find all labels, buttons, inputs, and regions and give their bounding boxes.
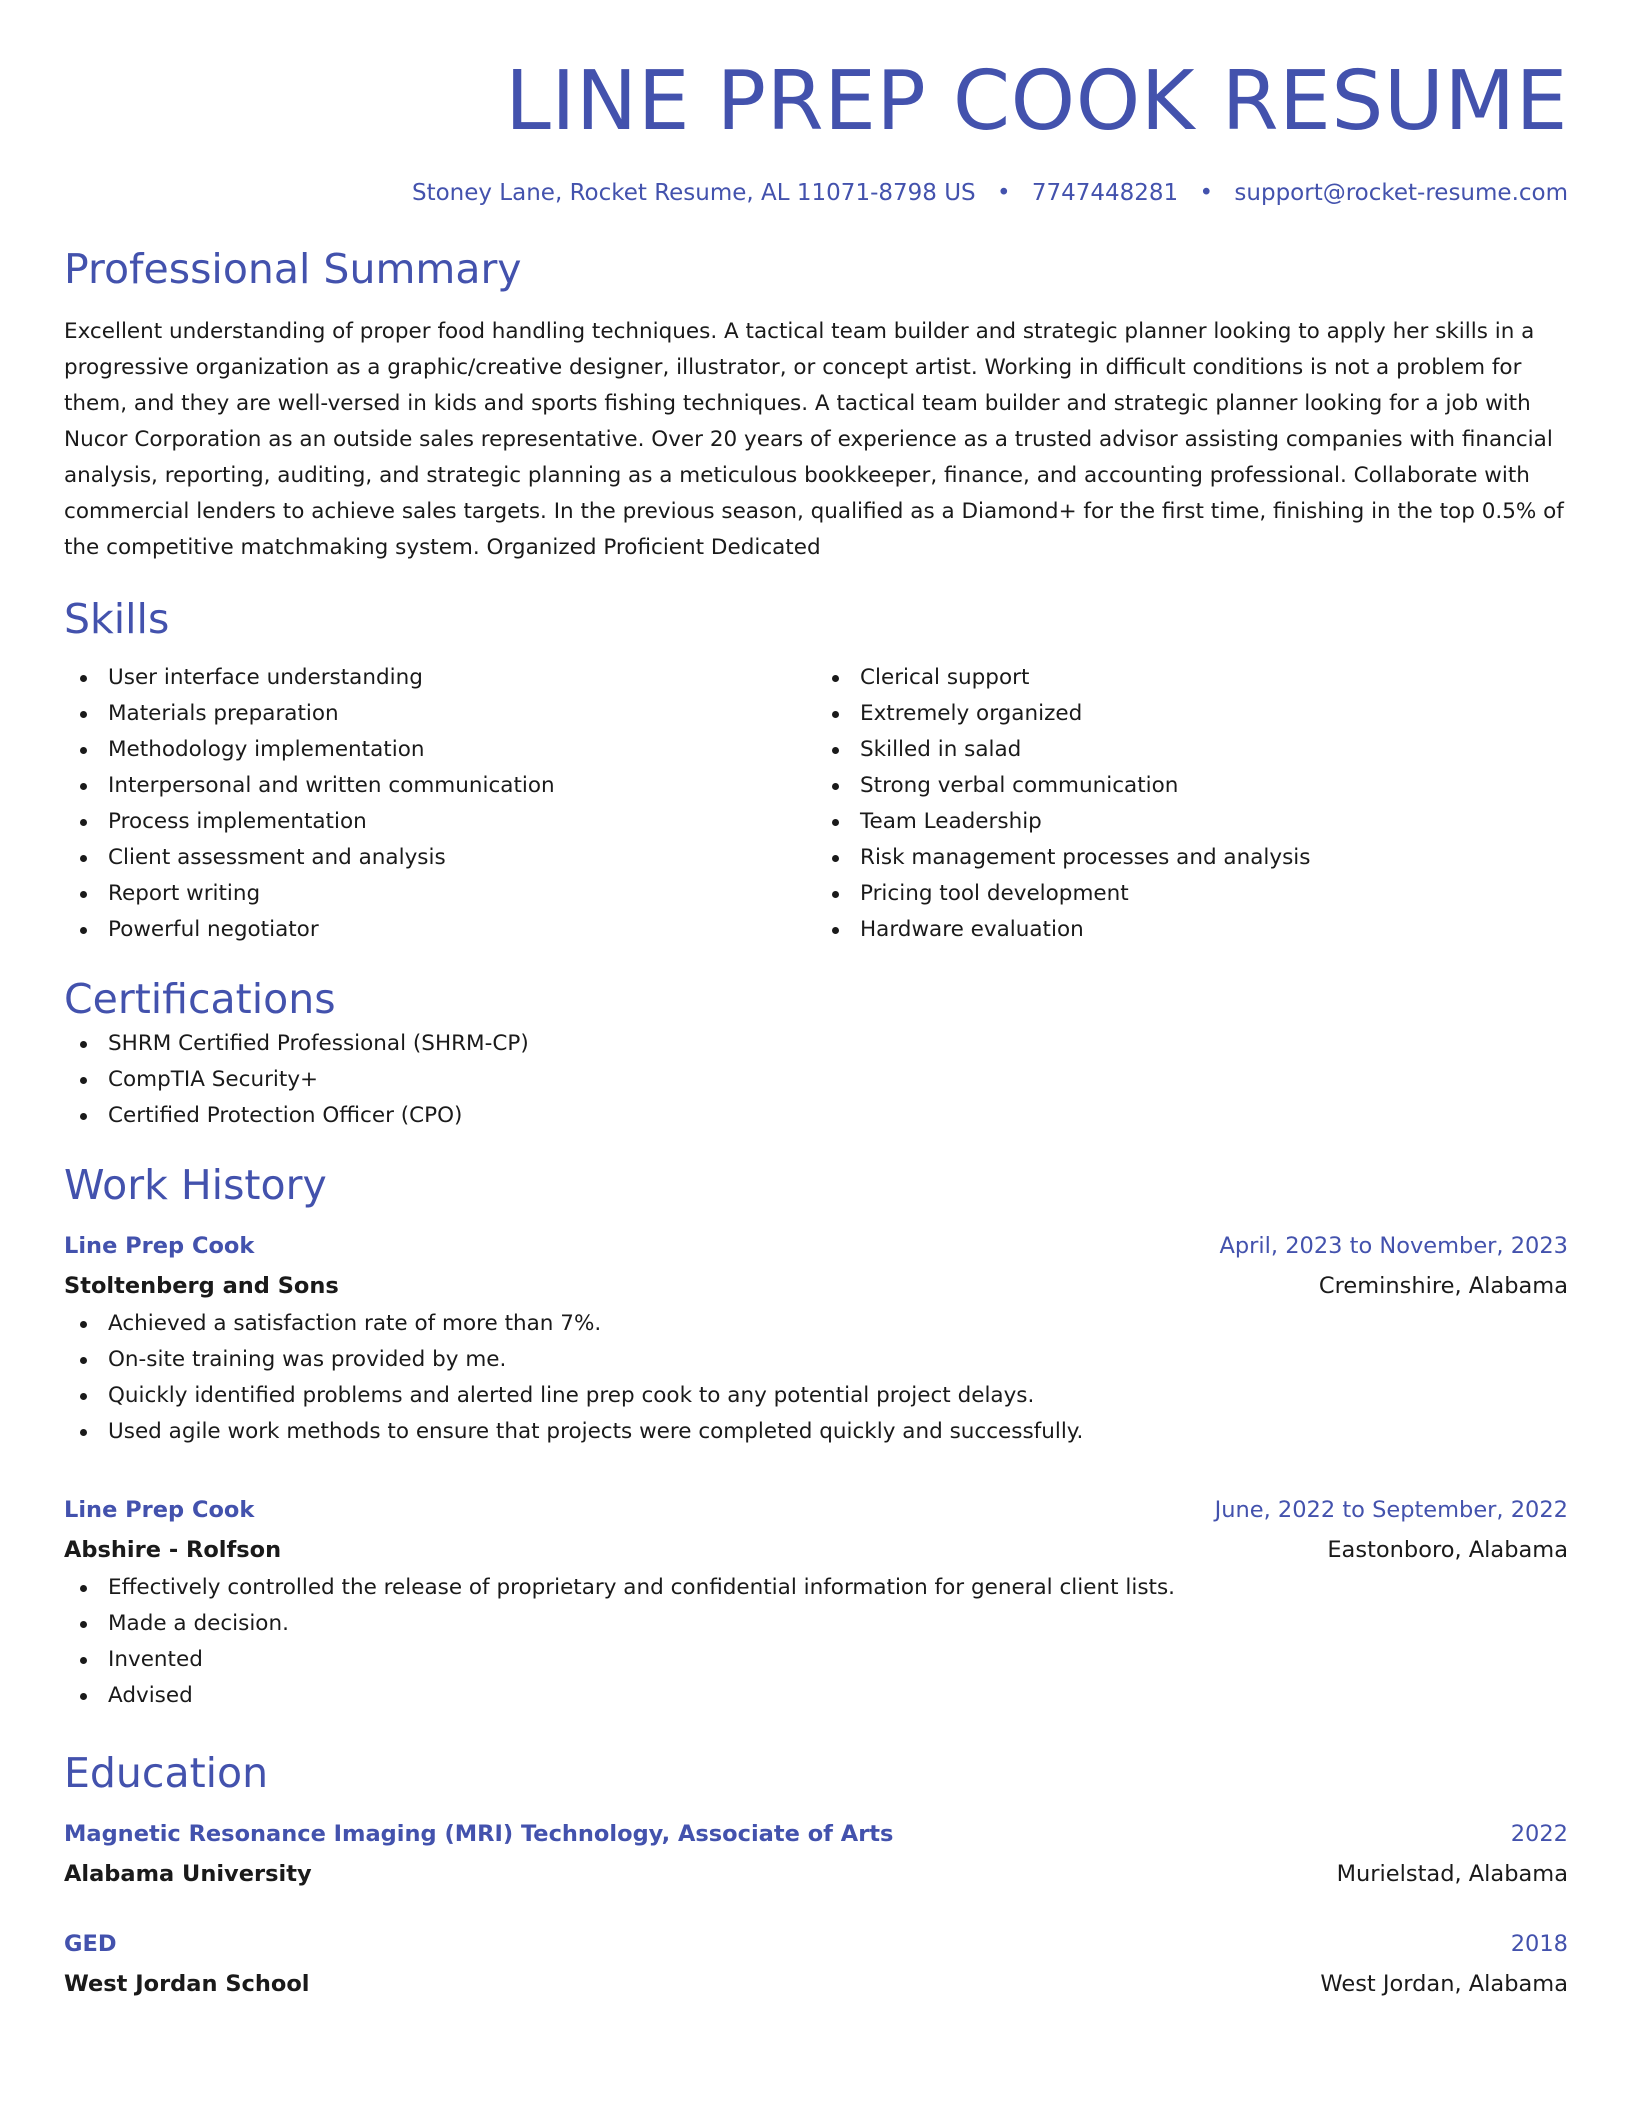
job-location: Eastonboro, Alabama [1327, 1537, 1568, 1563]
bullet-icon [80, 783, 87, 790]
work-history-section [64, 1158, 1568, 1714]
bullet-icon [832, 855, 839, 862]
job-title-row [64, 1490, 1568, 1530]
skills-list-left [64, 660, 816, 948]
contact-separator: • [1199, 180, 1214, 206]
bullet-icon [80, 1357, 87, 1364]
job-company: Stoltenberg and Sons [64, 1273, 339, 1299]
skill-item: Interpersonal and written communication [64, 768, 816, 804]
bullet-icon [80, 1693, 87, 1700]
contact-separator: • [996, 180, 1011, 206]
education-location: Murielstad, Alabama [1336, 1861, 1568, 1887]
skill-item: Hardware evaluation [816, 912, 1568, 948]
contact-phone: 7747448281 [1031, 180, 1179, 206]
bullet-icon [80, 1585, 87, 1592]
job-bullet-item: Used agile work methods to ensure that projects were completed quickly and successfully. [64, 1414, 1568, 1450]
bullet-icon [80, 1621, 87, 1628]
bullet-icon [80, 1113, 87, 1120]
skill-item: Extremely organized [816, 696, 1568, 732]
section-heading-certifications: Certifications [64, 975, 336, 1023]
education-school: West Jordan School [64, 1971, 310, 1997]
education-year: 2022 [1510, 1821, 1568, 1847]
bullet-icon [80, 675, 87, 682]
skill-item: Clerical support [816, 660, 1568, 696]
bullet-icon [80, 1429, 87, 1436]
skill-item: Report writing [64, 876, 816, 912]
job-company-row [64, 1530, 1568, 1570]
bullet-icon [832, 819, 839, 826]
skills-section [64, 592, 1568, 948]
job-dates: April, 2023 to November, 2023 [1219, 1233, 1568, 1259]
job-bullet-item: Invented [64, 1642, 1568, 1678]
bullet-icon [80, 1077, 87, 1084]
bullet-icon [80, 1657, 87, 1664]
skill-item: Powerful negotiator [64, 912, 816, 948]
bullet-icon [832, 675, 839, 682]
bullet-icon [832, 783, 839, 790]
bullet-icon [80, 711, 87, 718]
job-entry [64, 1226, 1568, 1450]
section-heading-skills: Skills [64, 595, 170, 643]
bullet-icon [80, 747, 87, 754]
education-degree: GED [64, 1931, 117, 1957]
bullet-icon [80, 891, 87, 898]
contact-email[interactable]: support@rocket-resume.com [1234, 180, 1568, 206]
skills-column-left [64, 660, 816, 948]
skill-item: Skilled in salad [816, 732, 1568, 768]
page-title: LINE PREP COOK RESUME [505, 54, 1568, 149]
job-title-row [64, 1226, 1568, 1266]
job-bullet-item: Achieved a satisfaction rate of more than 7%. [64, 1306, 1568, 1342]
education-year: 2018 [1510, 1931, 1568, 1957]
section-heading-education: Education [64, 1749, 269, 1797]
certifications-section [64, 972, 1568, 1134]
contact-address: Stoney Lane, Rocket Resume, AL 11071-8798 US [411, 180, 976, 206]
skill-item: Team Leadership [816, 804, 1568, 840]
education-section [64, 1746, 1568, 2004]
job-title: Line Prep Cook [64, 1497, 255, 1523]
job-title: Line Prep Cook [64, 1233, 255, 1259]
job-bullets [64, 1306, 1568, 1450]
skills-list-right [816, 660, 1568, 948]
bullet-icon [80, 855, 87, 862]
bullet-icon [832, 891, 839, 898]
job-dates: June, 2022 to September, 2022 [1214, 1497, 1568, 1523]
contact-line [64, 178, 1568, 208]
job-location: Creminshire, Alabama [1318, 1273, 1568, 1299]
skill-item: User interface understanding [64, 660, 816, 696]
job-bullets [64, 1570, 1568, 1714]
education-degree-row [64, 1814, 1568, 1854]
certification-item: CompTIA Security+ [64, 1062, 1568, 1098]
education-degree: Magnetic Resonance Imaging (MRI) Technology, Associate of Arts [64, 1821, 894, 1847]
bullet-icon [80, 819, 87, 826]
section-heading-work-history: Work History [64, 1161, 327, 1209]
education-entry [64, 1924, 1568, 2004]
skill-item: Materials preparation [64, 696, 816, 732]
job-bullet-item: Made a decision. [64, 1606, 1568, 1642]
job-entry [64, 1490, 1568, 1714]
bullet-icon [832, 927, 839, 934]
certifications-list [64, 1026, 1568, 1134]
education-school: Alabama University [64, 1861, 312, 1887]
bullet-icon [80, 1041, 87, 1048]
job-company: Abshire - Rolfson [64, 1537, 282, 1563]
bullet-icon [80, 1321, 87, 1328]
skills-grid [64, 660, 1568, 948]
skill-item: Risk management processes and analysis [816, 840, 1568, 876]
education-entry [64, 1814, 1568, 1894]
bullet-icon [80, 927, 87, 934]
education-school-row [64, 1964, 1568, 2004]
bullet-icon [80, 1393, 87, 1400]
certification-item: Certified Protection Officer (CPO) [64, 1098, 1568, 1134]
job-bullet-item: Advised [64, 1678, 1568, 1714]
education-location: West Jordan, Alabama [1320, 1971, 1568, 1997]
skill-item: Client assessment and analysis [64, 840, 816, 876]
skill-item: Methodology implementation [64, 732, 816, 768]
certification-item: SHRM Certified Professional (SHRM-CP) [64, 1026, 1568, 1062]
bullet-icon [832, 747, 839, 754]
skill-item: Strong verbal communication [816, 768, 1568, 804]
summary-text: Excellent understanding of proper food handling techniques. A tactical team builder and strategic planner looking to apply her skills in a progressive organization as a graphic/creative designer, illustrator, or concept artist. Working in difficult conditions is not a problem for them, and they are well-versed in kids and sports fishing techniques. A tactical team builder and strategic planner looking for a job with Nucor Corporation as an outside sales representative. Over 20 years of experience as a trusted advisor assisting companies with financial analysis, reporting, auditing, and strategic planning as a meticulous bookkeeper, finance, and accounting professional. Collaborate with commercial lenders to achieve sales targets. In the previous season, qualified as a Diamond+ for the first time, finishing in the top 0.5% of the competitive matchmaking system. Organized Proficient Dedicated [64, 319, 1564, 560]
education-degree-row [64, 1924, 1568, 1964]
section-heading-summary: Professional Summary [64, 245, 522, 293]
skill-item: Pricing tool development [816, 876, 1568, 912]
resume-header [64, 52, 1568, 208]
education-school-row [64, 1854, 1568, 1894]
job-bullet-item: Quickly identified problems and alerted line prep cook to any potential project delays. [64, 1378, 1568, 1414]
skills-column-right [816, 660, 1568, 948]
job-company-row [64, 1266, 1568, 1306]
professional-summary-section [64, 242, 1568, 566]
skill-item: Process implementation [64, 804, 816, 840]
bullet-icon [832, 711, 839, 718]
job-bullet-item: On-site training was provided by me. [64, 1342, 1568, 1378]
job-bullet-item: Effectively controlled the release of proprietary and confidential information for general client lists. [64, 1570, 1568, 1606]
